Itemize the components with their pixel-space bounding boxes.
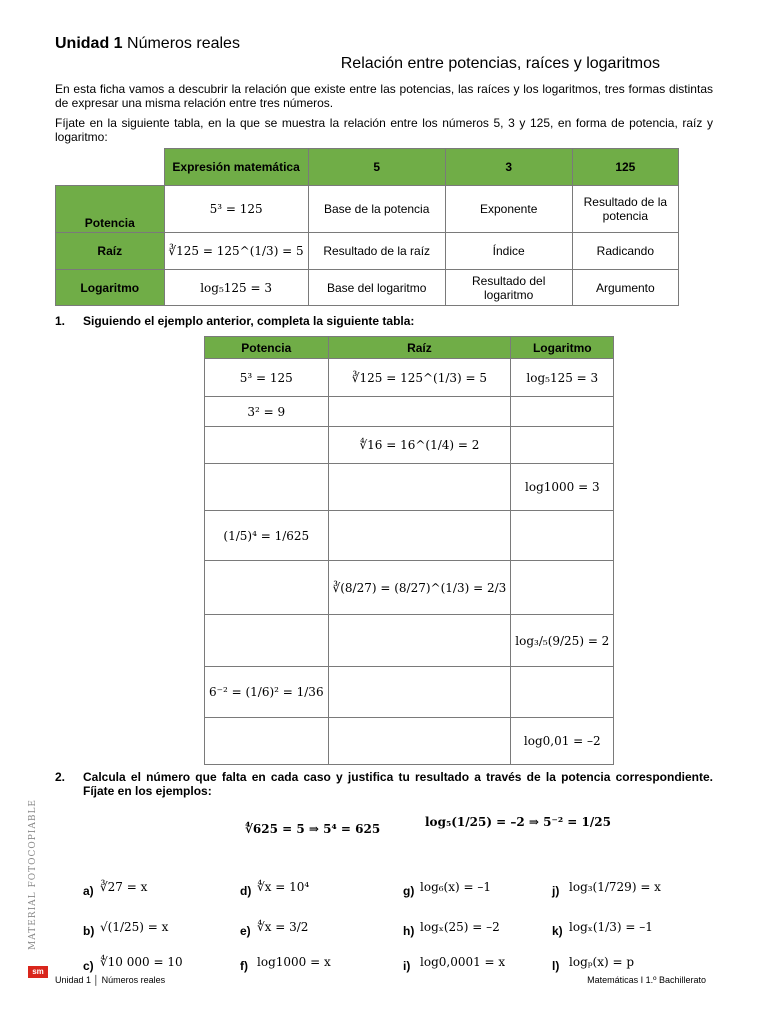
exercise-expression: logₓ(1/3) = –1 [569,920,653,934]
table-cell: log₃/₅(9/25) = 2 [511,615,614,667]
cell-expr: log₅125 = 3 [164,270,308,306]
side-label: MATERIAL FOTOCOPIABLE [28,798,38,950]
empty-cell[interactable] [205,464,329,511]
cell-value: Radicando [572,233,678,270]
row-label-potencia: Potencia [56,186,165,233]
exercise-expression: logₚ(x) = p [569,955,635,969]
empty-cell[interactable] [328,615,511,667]
empty-cell[interactable] [511,511,614,561]
exercise-label: f) [240,959,248,973]
example-log: log₅(1/25) = –2 ⇒ 5⁻² = 1/25 [425,815,611,829]
question-1-number: 1. [55,314,66,328]
exercise-label: e) [240,924,251,938]
empty-cell[interactable] [511,397,614,427]
table-row [205,615,614,667]
exercise-label: g) [403,884,415,898]
table-cell: ∛(8/27) = (8/27)^(1/3) = 2/3 [328,561,511,615]
empty-cell[interactable] [328,464,511,511]
table-row [205,427,614,464]
header-3: 3 [445,149,572,186]
table-cell: ∜16 = 16^(1/4) = 2 [328,427,511,464]
header-logaritmo: Logaritmo [511,337,614,359]
cell-value: Base de la potencia [308,186,445,233]
cell-value: Argumento [572,270,678,306]
exercise-label: d) [240,884,252,898]
exercise-expression: ∜x = 10⁴ [257,880,310,894]
empty-cell[interactable] [511,667,614,718]
exercise-label: b) [83,924,95,938]
exercise-label: h) [403,924,415,938]
table-row [205,359,614,397]
blank-corner [56,149,165,186]
table-cell: log₅125 = 3 [511,359,614,397]
header-raiz: Raíz [328,337,511,359]
empty-cell[interactable] [205,561,329,615]
cell-value: Base del logaritmo [308,270,445,306]
question-1-text: Siguiendo el ejemplo anterior, completa la siguiente tabla: [83,314,415,328]
unit-number: Unidad 1 [55,35,123,52]
cell-value: Índice [445,233,572,270]
header-5: 5 [308,149,445,186]
cell-expr: ∛125 = 125^(1/3) = 5 [164,233,308,270]
table-cell: log1000 = 3 [511,464,614,511]
intro-paragraph-2: Fíjate en la siguiente tabla, en la que se muestra la relación entre los números 5, 3 y 125, en forma de potencia, raíz y logaritmo: [55,116,713,144]
question-2-number: 2. [55,770,66,784]
footer-right: Matemáticas I 1.º Bachillerato [587,975,706,985]
question-2-text: Calcula el número que falta en cada caso y justifica tu resultado a través de la potencia correspondiente. Fíjate en los ejemplos: [83,770,713,798]
exercise-label: a) [83,884,94,898]
empty-cell[interactable] [328,718,511,765]
table-row [205,464,614,511]
row-label-logaritmo: Logaritmo [56,270,165,306]
empty-cell[interactable] [205,718,329,765]
exercise-expression: log₃(1/729) = x [569,880,661,894]
header-expression: Expresión matemática [164,149,308,186]
cell-value: Resultado de la raíz [308,233,445,270]
cell-expr: 5³ = 125 [164,186,308,233]
completion-table [204,336,614,765]
table-row [205,561,614,615]
table-row [205,718,614,765]
row-label-raiz: Raíz [56,233,165,270]
table-cell: (1/5)⁴ = 1/625 [205,511,329,561]
cell-value: Resultado del logaritmo [445,270,572,306]
empty-cell[interactable] [511,427,614,464]
exercise-expression: log₆(x) = –1 [420,880,492,894]
exercise-expression: log1000 = x [257,955,331,969]
exercise-expression: logₓ(25) = –2 [420,920,500,934]
publisher-logo: sm [28,966,48,978]
empty-cell[interactable] [205,615,329,667]
relation-table [55,148,679,306]
table-cell: log0,01 = –2 [511,718,614,765]
unit-name: Números reales [122,35,240,52]
empty-cell[interactable] [328,397,511,427]
cell-value: Resultado de la potencia [572,186,678,233]
empty-cell[interactable] [205,427,329,464]
empty-cell[interactable] [328,511,511,561]
exercise-expression: log0,0001 = x [420,955,506,969]
table-cell: 6⁻² = (1/6)² = 1/36 [205,667,329,718]
table-cell: ∛125 = 125^(1/3) = 5 [328,359,511,397]
exercise-expression: √(1/25) = x [100,920,169,934]
page-title: Relación entre potencias, raíces y logaritmos [340,55,660,72]
header-125: 125 [572,149,678,186]
cell-value: Exponente [445,186,572,233]
table-row [205,667,614,718]
exercise-label: i) [403,959,411,973]
table-row [205,511,614,561]
exercise-label: l) [552,959,560,973]
empty-cell[interactable] [328,667,511,718]
exercise-expression: ∜10 000 = 10 [100,955,183,969]
intro-paragraph-1: En esta ficha vamos a descubrir la relación que existe entre las potencias, las raíces y los logaritmos, tres formas distintas de expresar una misma relación entre tres números. [55,82,713,110]
exercise-expression: ∜x = 3/2 [257,920,309,934]
unit-heading [55,35,240,53]
table-cell: 3² = 9 [205,397,329,427]
exercise-label: k) [552,924,563,938]
header-potencia: Potencia [205,337,329,359]
example-root: ∜625 = 5 ⇒ 5⁴ = 625 [245,822,381,836]
footer-left: Unidad 1 │ Números reales [55,975,166,985]
exercise-label: j) [552,884,560,898]
empty-cell[interactable] [511,561,614,615]
table-row [205,397,614,427]
exercise-expression: ∛27 = x [100,880,148,894]
table-cell: 5³ = 125 [205,359,329,397]
exercise-label: c) [83,959,94,973]
